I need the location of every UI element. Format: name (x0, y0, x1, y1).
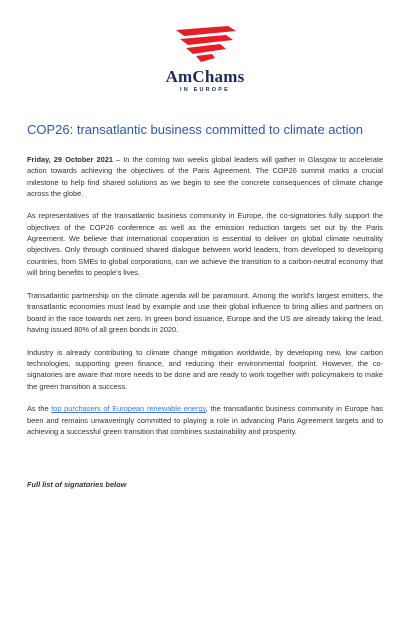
paragraph-intro-text: – In the coming two weeks global leaders will gather in Glasgow to accelerate action towards achieving the objectives of the Paris Agreement. The COP26 summit marks a crucial milestone to help find shared solutions as we begin to see the concrete consequences of climate change across the globe. (27, 155, 383, 199)
paragraph-industry: Industry is already contributing to climate change mitigation worldwide, by developing new, low carbon technologies, supporting green finance, and reducing their environmental footprint. However, the co-signatories are aware that more needs to be done and are ready to work together with policymakers to make the green transition a success. (27, 347, 383, 391)
logo-tagline: IN EUROPE (179, 87, 231, 93)
page-title: COP26: transatlantic business committed to climate action (27, 122, 363, 137)
logo-swoosh-icon (170, 24, 240, 66)
press-release-body (27, 154, 383, 449)
paragraph-commitment-rest: , the transatlantic business community in Europe has been and remains unwaveringly committed to playing a role in advancing Paris Agreement targets and to achieving a successful green transition that combines sustainability and prosperity. (27, 404, 383, 437)
paragraph-commitment (27, 403, 383, 437)
renewable-energy-link[interactable]: top purchasers of European renewable energy (51, 404, 206, 414)
signatories-note: Full list of signatories below (27, 480, 127, 489)
paragraph-intro (27, 154, 383, 200)
release-date: Friday, 29 October 2021 (27, 155, 113, 164)
paragraph-commitment-start: As the (27, 404, 52, 414)
paragraph-support: As representatives of the transatlantic business community in Europe, the co-signatories fully support the objectives of the COP26 conference as well as the emission reduction targets set out by the Paris Agreement. We believe that international cooperation is essential to deliver on global climate neutrality objectives. Only through continued shared dialogue between world leaders, from developed to developing countries, from SMEs to global corporations, can we achieve the transition to a carbon-neutral economy that will bring benefits to people's lives. (27, 211, 383, 278)
logo-wordmark: AmChams (165, 67, 245, 86)
paragraph-partnership: Transatlantic partnership on the climate agenda will be paramount. Among the world's largest emitters, the transatlantic economies must lead by example and use their global influence to bring allies and partners on board in the race towards net zero. In green bond issuance, Europe and the US are already taking the lead, having issued 80% of all green bonds in 2020. (27, 290, 383, 334)
amchams-logo (150, 24, 260, 100)
